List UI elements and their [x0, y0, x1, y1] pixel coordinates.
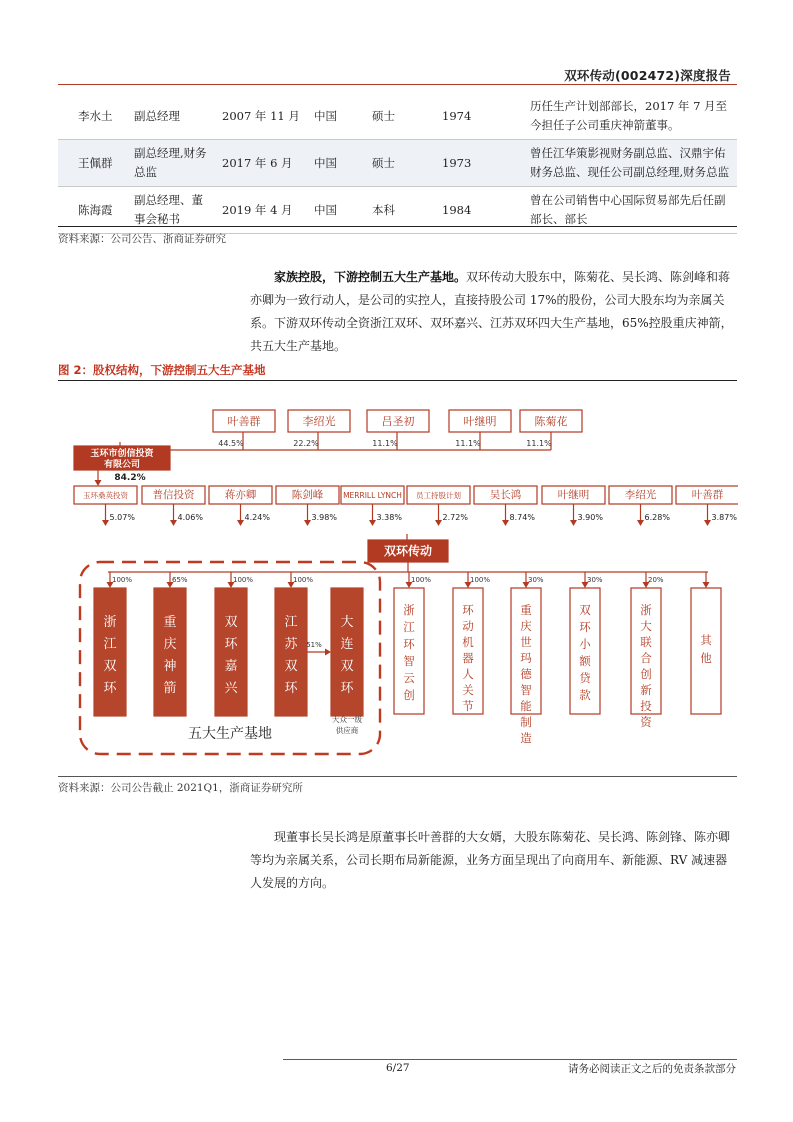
cell-birth: 1974: [442, 108, 472, 123]
base-pct: 100%: [233, 576, 254, 584]
shareholder-pct: 6.28%: [644, 513, 670, 522]
yuhuan-pct: 84.2%: [114, 473, 146, 483]
shareholder-pct: 2.72%: [442, 513, 468, 522]
shareholder-name: 员工持股计划: [416, 491, 461, 500]
base-pct: 65%: [172, 576, 188, 584]
bases-label: 五大生产基地: [188, 726, 272, 742]
base-name: 双环嘉兴: [224, 615, 238, 696]
subsidiary-name: 环动机器人关节: [462, 603, 474, 713]
footer-disclaimer: 请务必阅读正文之后的免责条款部分: [568, 1063, 736, 1075]
shareholder-pct: 3.87%: [711, 513, 737, 522]
shareholder-name: 吴长鸿: [489, 489, 522, 501]
cell-title: 副总经理: [134, 108, 180, 123]
cell-nationality: 中国: [314, 108, 337, 123]
cell-degree: 本科: [372, 202, 395, 217]
paragraph-body: 双环传动大股东中，陈菊花、吴长鸿、陈剑峰和蒋亦卿为一致行动人，是公司的实控人，直接持股公司 17%的股份，公司大股东均为亲属关系。下游双环传动全资浙江双环、双环嘉兴、江苏双环四大生产基地，65%控股重庆神箭，共五大生产基地。: [250, 270, 733, 353]
top-holder-pct: 11.1%: [526, 439, 552, 448]
cell-desc: 曾在公司销售中心国际贸易部先后任副部长、部长: [530, 193, 726, 226]
shareholder-name: 普信投资: [152, 489, 195, 501]
cell-name: 李水土: [78, 108, 113, 123]
cell-birth: 1973: [442, 155, 472, 170]
arrow-head: [704, 520, 711, 526]
base-box: [275, 588, 307, 716]
cell-degree: 硕士: [372, 108, 395, 123]
shareholder-name: 叶继明: [557, 489, 590, 501]
subsidiary-name: 其他: [700, 633, 712, 665]
cell-degree: 硕士: [372, 155, 395, 170]
arrow-head: [703, 582, 710, 588]
report-header-title: 双环传动(002472)深度报告: [564, 68, 731, 83]
subsidiary-name: 重庆世玛德智能制造: [520, 603, 532, 745]
top-holder-name: 陈菊花: [534, 415, 568, 428]
figure-bottom-rule: [58, 776, 737, 777]
cell-date: 2007 年 11 月: [222, 108, 300, 123]
arrow-head: [325, 649, 331, 656]
cell-nationality: 中国: [314, 202, 337, 217]
shareholder-name: MERRILL LYNCH: [343, 491, 402, 500]
table-source-note: 资料来源：公司公告、浙商证券研究: [58, 233, 226, 245]
footer-rule: [283, 1059, 737, 1060]
yuhuan-name-line1: 玉环市创信投资: [90, 449, 154, 459]
shareholder-pct: 3.98%: [311, 513, 337, 522]
arrow-head: [502, 520, 509, 526]
base-pct: 100%: [293, 576, 314, 584]
subsidiary-pct: 30%: [528, 576, 544, 584]
base-name: 江苏双环: [284, 615, 298, 696]
top-holder-pct: 44.5%: [218, 439, 244, 448]
cell-name: 王佩群: [78, 155, 113, 170]
table-bottom-rule: [58, 226, 737, 227]
shareholder-name: 陈剑峰: [291, 489, 324, 501]
shareholder-name: 蒋亦卿: [224, 489, 257, 501]
arrow-head: [170, 520, 177, 526]
arrow-head: [102, 520, 109, 526]
subsidiary-name: 浙江环智云创: [403, 603, 415, 702]
ownership-paragraph: [250, 266, 738, 358]
top-holder-name: 李绍光: [302, 415, 336, 428]
shareholder-name: 李绍光: [624, 489, 657, 501]
arrow-head: [95, 480, 102, 486]
figure-title: 图 2：股权结构，下游控制五大生产基地: [58, 363, 266, 377]
cell-desc: 历任生产计划部部长，2017 年 7 月至今担任子公司重庆神箭董事。: [530, 99, 728, 132]
shareholder-pct: 3.38%: [376, 513, 402, 522]
shareholder-name: 叶善群: [691, 489, 724, 501]
base-name: 重庆神箭: [163, 615, 177, 696]
base-box: [331, 588, 363, 716]
subsidiary-name: 浙大联合创新投资: [640, 603, 652, 729]
subsidiary-pct: 20%: [648, 576, 664, 584]
subsidiary-pct: 30%: [587, 576, 603, 584]
yuhuan-name-line2: 有限公司: [103, 460, 141, 470]
arrow-head: [570, 520, 577, 526]
dalian-pct: 51%: [306, 641, 322, 649]
header-divider: [58, 84, 737, 85]
shareholder-pct: 8.74%: [509, 513, 535, 522]
cell-desc: 曾任江华策影视财务副总监、汉鼎宇佑财务总监、现任公司副总经理,财务总监: [530, 146, 730, 179]
base-box: [94, 588, 126, 716]
arrow-head: [304, 520, 311, 526]
base-box: [215, 588, 247, 716]
management-table: [58, 93, 737, 234]
base-name: 浙江双环: [103, 615, 117, 696]
cell-birth: 1984: [442, 202, 472, 217]
paragraph-lead: 家族控股，下游控制五大生产基地。: [274, 270, 467, 284]
arrow-head: [637, 520, 644, 526]
top-holder-name: 叶善群: [227, 415, 261, 428]
cell-title: 副总经理、董事会秘书: [134, 193, 203, 226]
shareholder-pct: 4.06%: [177, 513, 203, 522]
shareholder-pct: 4.24%: [244, 513, 270, 522]
page-number: 6/27: [386, 1062, 410, 1074]
cell-name: 陈海霞: [78, 202, 113, 217]
shareholder-pct: 5.07%: [109, 513, 135, 522]
base-name: 大连双环: [340, 615, 354, 696]
company-name: 双环传动: [383, 544, 433, 558]
top-holder-name: 吕圣初: [381, 415, 415, 428]
figure-top-rule: [58, 380, 737, 381]
cell-nationality: 中国: [314, 155, 337, 170]
table-row: [58, 140, 737, 187]
subsidiary-pct: 100%: [411, 576, 432, 584]
dalian-note-line2: 供应商: [335, 726, 359, 735]
ownership-diagram: [58, 382, 738, 774]
figure-source-note: 资料来源：公司公告截止 2021Q1，浙商证券研究所: [58, 782, 303, 794]
arrow-head: [369, 520, 376, 526]
table-row: [58, 93, 737, 140]
shareholder-name: 玉环桑英投资: [83, 491, 128, 500]
subsidiary-name: 双环小额贷款: [579, 603, 591, 702]
shareholder-pct: 3.90%: [577, 513, 603, 522]
dalian-note-line1: 大众一级: [332, 715, 362, 724]
arrow-head: [435, 520, 442, 526]
base-pct: 100%: [112, 576, 133, 584]
chairman-paragraph: 现董事长吴长鸿是原董事长叶善群的大女婿，大股东陈菊花、吴长鸿、陈剑锋、陈亦卿等均为亲属关系，公司长期布局新能源，业务方面呈现出了向商用车、新能源、RV 减速器人发展的方向。: [250, 830, 731, 890]
cell-title: 副总经理,财务总监: [134, 146, 207, 179]
cell-date: 2019 年 4 月: [222, 202, 293, 217]
top-holder-pct: 11.1%: [455, 439, 481, 448]
arrow-head: [237, 520, 244, 526]
top-holder-name: 叶继明: [463, 415, 497, 428]
top-holder-pct: 11.1%: [372, 439, 398, 448]
base-box: [154, 588, 186, 716]
cell-date: 2017 年 6 月: [222, 155, 293, 170]
top-holder-pct: 22.2%: [293, 439, 319, 448]
subsidiary-pct: 100%: [470, 576, 491, 584]
